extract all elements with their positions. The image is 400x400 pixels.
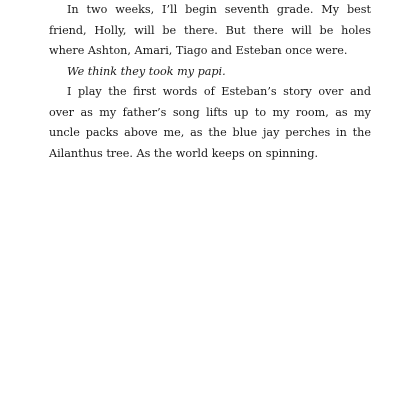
paragraph-italic-quote: We think they took my papi. bbox=[67, 64, 226, 78]
paragraph-seventh-grade: In two weeks, I’ll begin seventh grade. My best friend, Holly, will be there. But there will be holes where Ashton, Amari, Tiago and Esteban once were. bbox=[49, 3, 371, 57]
paragraph-story: I play the first words of Esteban’s story over and over as my father’s song lifts up to my room, as my uncle packs above me, as the blue jay perches in the Ailanthus tree. As the world keeps on spinning. bbox=[49, 85, 371, 160]
body-text bbox=[49, 0, 371, 164]
